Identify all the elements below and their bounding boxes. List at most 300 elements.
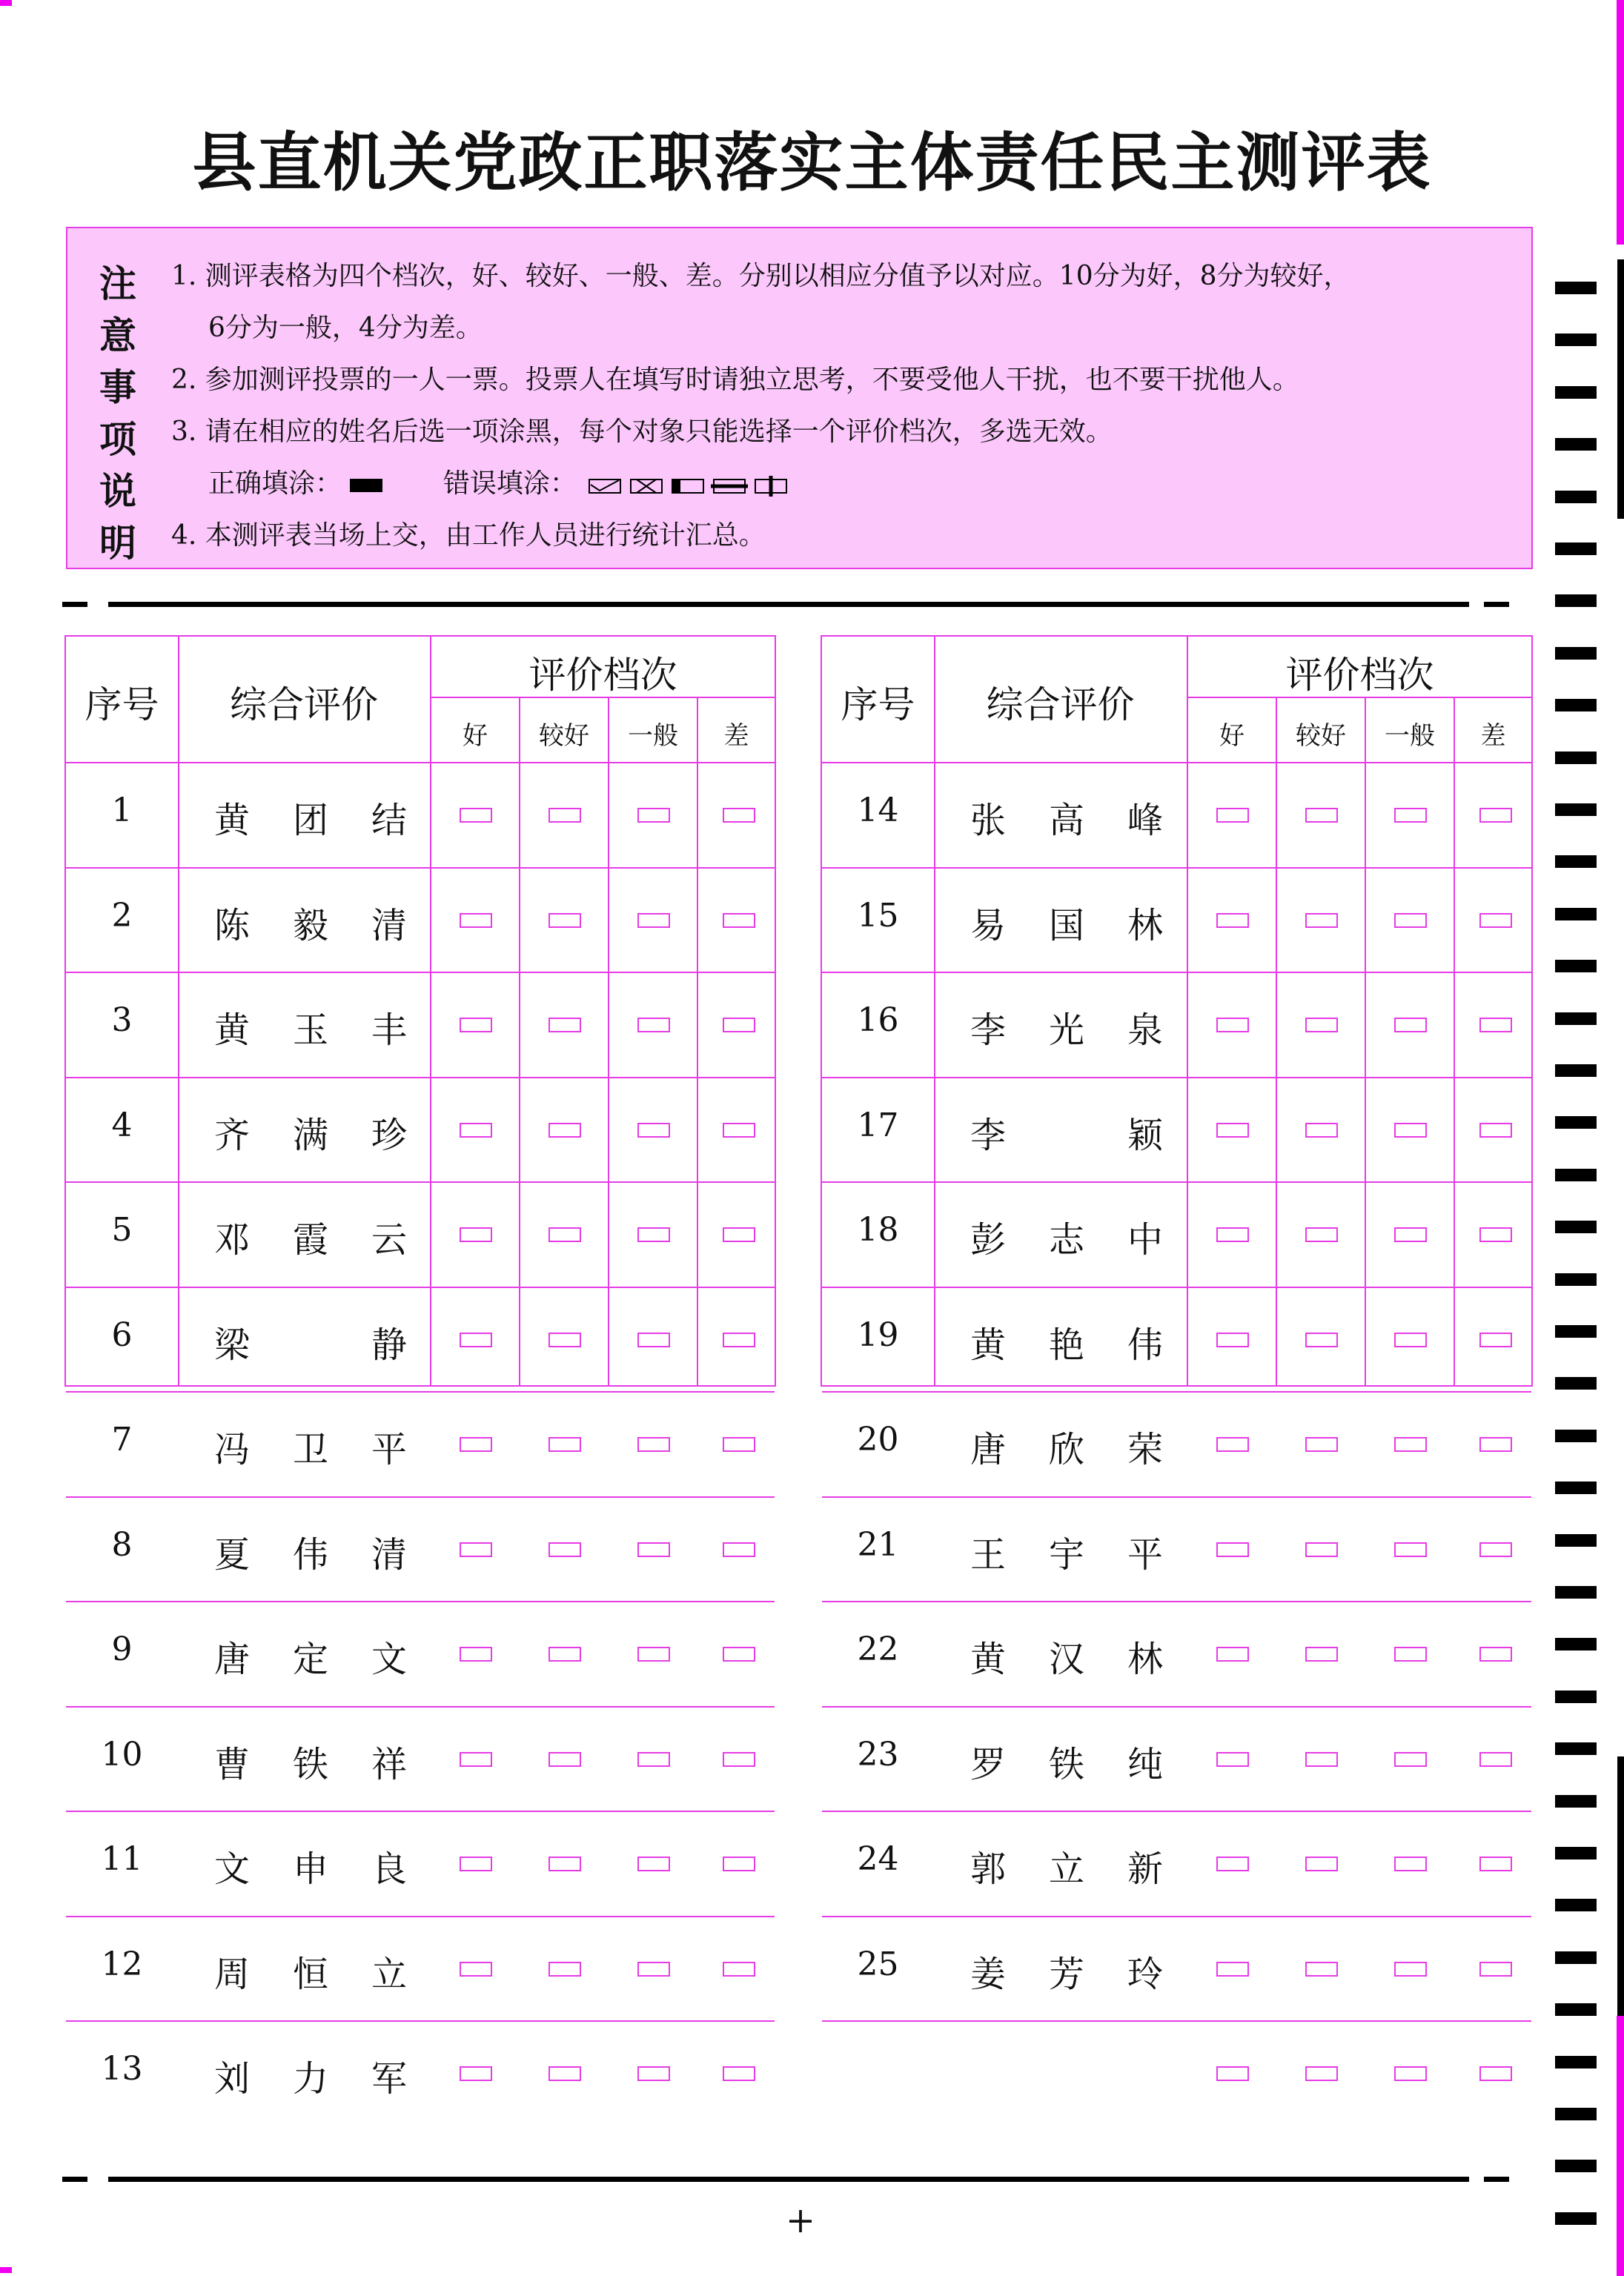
notice-label: [96, 258, 140, 569]
rate-poor-box[interactable]: [1479, 1542, 1512, 1557]
rate-fairly-good-box[interactable]: [1305, 1018, 1338, 1032]
row-number: 9: [111, 1630, 133, 1668]
rate-fairly-good-box[interactable]: [1305, 1647, 1338, 1662]
timing-mark: [1555, 1430, 1597, 1442]
candidate-name: [214, 1001, 407, 1052]
candidate-name: [214, 1736, 407, 1787]
timing-mark: [1555, 908, 1597, 920]
row-number: 19: [857, 1315, 899, 1354]
name-char: 纯: [1127, 1743, 1163, 1785]
row-number: 14: [857, 792, 899, 829]
rate-fairly-good-box[interactable]: [548, 1857, 581, 1871]
timing-mark: [1555, 1691, 1597, 1703]
name-char: 黄: [214, 1009, 251, 1051]
row-number: 2: [111, 896, 133, 935]
rate-fairly-good-box[interactable]: [1305, 1962, 1338, 1977]
rate-average-box[interactable]: [637, 1333, 670, 1347]
rate-poor-box[interactable]: [1479, 1018, 1512, 1032]
notice-label-char: 明: [99, 522, 136, 565]
rate-average-box[interactable]: [637, 1752, 670, 1767]
row-divider: [66, 867, 775, 869]
grade-header-fairly-good: 较好: [539, 721, 589, 751]
name-char: 静: [371, 1324, 407, 1366]
rate-average-box[interactable]: [1394, 1227, 1427, 1242]
name-char: 良: [371, 1848, 407, 1890]
rate-poor-box[interactable]: [1479, 1123, 1512, 1138]
timing-mark: [1555, 1169, 1597, 1181]
rate-good-box[interactable]: [460, 1647, 492, 1662]
rate-poor-box[interactable]: [723, 1333, 755, 1347]
timing-mark: [1555, 647, 1597, 660]
row-divider: [66, 2020, 775, 2022]
rate-fairly-good-box[interactable]: [548, 1962, 581, 1977]
rate-average-box[interactable]: [1394, 913, 1427, 928]
row-number: 17: [857, 1106, 899, 1144]
name-char: 刘: [214, 2058, 251, 2100]
row-number: 5: [111, 1211, 133, 1249]
grid-line: [178, 637, 179, 1385]
edge-strip-magenta: [1617, 2016, 1624, 2276]
rate-poor-box[interactable]: [723, 1647, 755, 1662]
name-char: 申: [292, 1848, 328, 1890]
rate-fairly-good-box[interactable]: [548, 1123, 581, 1138]
table-right: [821, 635, 1533, 1995]
name-char: 邓: [214, 1219, 251, 1261]
candidate-name: [970, 1001, 1163, 1052]
rate-good-box[interactable]: [1216, 1123, 1249, 1138]
name-char: 力: [292, 2058, 328, 2100]
row-number: 22: [857, 1630, 899, 1668]
rate-poor-box[interactable]: [723, 1123, 755, 1138]
rate-good-box[interactable]: [1216, 1857, 1249, 1871]
rate-average-box[interactable]: [637, 913, 670, 928]
rate-poor-box[interactable]: [1479, 1962, 1512, 1977]
name-char: 唐: [214, 1639, 251, 1680]
rate-average-box[interactable]: [637, 1857, 670, 1871]
rate-fairly-good-box[interactable]: [548, 1542, 581, 1557]
rate-poor-box[interactable]: [723, 2066, 755, 2081]
rate-average-box[interactable]: [1394, 1123, 1427, 1138]
row-number: 21: [857, 1525, 899, 1564]
name-char: 罗: [970, 1743, 1007, 1785]
rate-good-box[interactable]: [1216, 1647, 1249, 1662]
rate-average-box[interactable]: [637, 2066, 670, 2081]
correct-fill-label: 正确填涂：: [208, 468, 342, 499]
rate-fairly-good-box[interactable]: [1305, 1123, 1338, 1138]
corner-mark: [0, 2267, 12, 2273]
timing-mark: [1555, 1221, 1597, 1233]
rate-fairly-good-box[interactable]: [548, 808, 581, 823]
row-divider: [822, 1496, 1531, 1498]
name-char: 梁: [214, 1324, 251, 1366]
rate-fairly-good-box[interactable]: [1305, 1333, 1338, 1347]
candidate-name: [214, 1526, 407, 1577]
rate-fairly-good-box[interactable]: [1305, 1752, 1338, 1767]
rate-fairly-good-box[interactable]: [1305, 2066, 1338, 2081]
name-char: 姜: [970, 1953, 1007, 1995]
row-divider: [822, 972, 1531, 973]
rate-good-box[interactable]: [1216, 1437, 1249, 1452]
candidate-name: [214, 1945, 407, 1997]
rate-good-box[interactable]: [460, 1752, 492, 1767]
row-divider: [66, 972, 775, 973]
name-char: 汉: [1048, 1639, 1084, 1680]
row-divider: [66, 1181, 775, 1183]
rate-average-box[interactable]: [1394, 2066, 1427, 2081]
rate-good-box[interactable]: [460, 913, 492, 928]
timing-mark: [1555, 960, 1597, 972]
rate-fairly-good-box[interactable]: [1305, 808, 1338, 823]
candidate-name: [214, 1316, 407, 1367]
row-divider: [822, 1916, 1531, 1917]
timing-mark: [1555, 1586, 1597, 1599]
grade-header-fairly-good: 较好: [1296, 721, 1346, 751]
rate-fairly-good-box[interactable]: [548, 2066, 581, 2081]
rate-average-box[interactable]: [1394, 1333, 1427, 1347]
name-char: 欣: [1048, 1429, 1084, 1470]
rate-poor-box[interactable]: [723, 1542, 755, 1557]
name-char: 唐: [970, 1429, 1007, 1470]
notice-item-4: 4. 本测评表当场上交，由工作人员进行统计汇总。: [171, 520, 766, 551]
candidate-name: [970, 1526, 1163, 1577]
row-divider: [822, 1391, 1531, 1393]
rate-poor-box[interactable]: [723, 1018, 755, 1032]
rate-average-box[interactable]: [1394, 808, 1427, 823]
rate-average-box[interactable]: [1394, 1018, 1427, 1032]
row-number: 12: [101, 1945, 143, 1983]
separator-line-bottom: [108, 2177, 1469, 2182]
rate-good-box[interactable]: [1216, 808, 1249, 823]
candidate-name: [970, 1421, 1163, 1472]
candidate-name: [970, 1840, 1163, 1891]
name-char: 光: [1048, 1009, 1084, 1051]
name-char: 陈: [214, 904, 251, 946]
notice-item-2: 2. 参加测评投票的一人一票。投票人在填写时请独立思考，不要受他人干扰，也不要干扰他人。: [171, 365, 1299, 395]
grid-line: [697, 697, 698, 1385]
rate-fairly-good-box[interactable]: [548, 1227, 581, 1242]
timing-mark: [1555, 2108, 1597, 2120]
rate-good-box[interactable]: [1216, 1542, 1249, 1557]
separator-line-top: [108, 602, 1469, 607]
timing-mark: [1555, 1012, 1597, 1025]
name-char: 清: [371, 1533, 407, 1576]
rate-poor-box[interactable]: [1479, 1647, 1512, 1662]
rate-good-box[interactable]: [1216, 913, 1249, 928]
rate-fairly-good-box[interactable]: [1305, 1227, 1338, 1242]
name-char: 伟: [1127, 1324, 1163, 1366]
grid-line: [1365, 697, 1366, 1385]
timing-mark: [1555, 2003, 1597, 2016]
grid-line: [608, 697, 609, 1385]
rate-good-box[interactable]: [460, 1542, 492, 1557]
name-char: 峰: [1127, 800, 1163, 841]
timing-mark: [1555, 1325, 1597, 1338]
name-char: 云: [371, 1219, 407, 1261]
name-char: [291, 1316, 330, 1367]
grid-line: [1276, 697, 1277, 1385]
timing-mark: [1555, 803, 1597, 816]
candidate-name: [970, 1736, 1163, 1787]
row-divider: [66, 1496, 775, 1498]
col-header-name: 综合评价: [230, 683, 378, 726]
rate-average-box[interactable]: [1394, 1542, 1427, 1557]
rate-good-box[interactable]: [460, 1962, 492, 1977]
row-number: 18: [857, 1211, 899, 1249]
candidate-name: [970, 897, 1163, 948]
notice-panel: [66, 227, 1533, 569]
name-char: 彭: [970, 1219, 1007, 1261]
rate-fairly-good-box[interactable]: [1305, 913, 1338, 928]
rate-average-box[interactable]: [1394, 1437, 1427, 1452]
rate-poor-box[interactable]: [723, 913, 755, 928]
rate-average-box[interactable]: [637, 1018, 670, 1032]
row-divider: [66, 1811, 775, 1812]
timing-mark: [1555, 594, 1597, 607]
row-divider: [66, 1077, 775, 1078]
row-number: 13: [101, 2050, 143, 2088]
col-header-grade: 评价档次: [528, 654, 677, 697]
rate-average-box[interactable]: [1394, 1647, 1427, 1662]
rate-good-box[interactable]: [460, 1227, 492, 1242]
rate-good-box[interactable]: [1216, 1752, 1249, 1767]
name-char: 丰: [371, 1009, 407, 1051]
name-char: 结: [371, 800, 407, 841]
name-char: 齐: [214, 1114, 251, 1156]
rate-poor-box[interactable]: [1479, 2066, 1512, 2081]
name-char: 平: [371, 1429, 407, 1470]
rate-good-box[interactable]: [460, 2066, 492, 2081]
name-char: 夏: [214, 1533, 251, 1576]
rate-fairly-good-box[interactable]: [1305, 1857, 1338, 1871]
rate-fairly-good-box[interactable]: [1305, 1437, 1338, 1452]
rate-poor-box[interactable]: [723, 808, 755, 823]
timing-mark: [1555, 386, 1597, 399]
rate-poor-box[interactable]: [723, 1227, 755, 1242]
rate-good-box[interactable]: [460, 1123, 492, 1138]
timing-mark: [1555, 752, 1597, 764]
name-char: 伟: [292, 1533, 328, 1576]
name-char: 李: [970, 1114, 1007, 1156]
table-left: [64, 635, 776, 2100]
notice-label-char: 说: [99, 470, 136, 513]
name-char: 王: [970, 1533, 1007, 1576]
row-divider: [822, 1706, 1531, 1708]
name-char: 李: [970, 1009, 1007, 1051]
wrong-fill-examples: [585, 474, 807, 497]
candidate-name: [970, 792, 1163, 843]
rate-fairly-good-box[interactable]: [548, 1437, 581, 1452]
rate-good-box[interactable]: [1216, 1333, 1249, 1347]
notice-item-3: 3. 请在相应的姓名后选一项涂黑，每个对象只能选择一个评价档次，多选无效。: [171, 417, 1113, 447]
separator-dash: [62, 602, 87, 607]
rate-poor-box[interactable]: [1479, 1857, 1512, 1871]
name-char: 国: [1048, 904, 1084, 946]
candidate-name: [214, 1211, 407, 1262]
row-number: 24: [857, 1840, 899, 1878]
row-divider: [822, 2020, 1531, 2022]
timing-mark: [1555, 2160, 1597, 2172]
row-number: 10: [101, 1735, 143, 1774]
timing-mark: [1555, 1116, 1597, 1129]
row-number: 20: [857, 1421, 899, 1459]
timing-mark: [1555, 334, 1597, 346]
name-char: 文: [371, 1639, 407, 1680]
col-header-index: 序号: [84, 683, 159, 726]
rate-average-box[interactable]: [637, 1542, 670, 1557]
row-divider: [66, 1601, 775, 1602]
name-char: 新: [1127, 1848, 1163, 1890]
name-char: 泉: [1127, 1009, 1163, 1051]
page-title: 县直机关党政正职落实主体责任民主测评表: [192, 125, 1432, 200]
rate-good-box[interactable]: [460, 1333, 492, 1347]
fill-example-line: [208, 462, 807, 500]
name-char: 毅: [292, 904, 328, 946]
name-char: 平: [1127, 1533, 1163, 1576]
candidate-name: [970, 1945, 1163, 1997]
timing-mark: [1555, 1534, 1597, 1547]
name-char: 荣: [1127, 1429, 1163, 1470]
candidate-name: [214, 897, 407, 948]
name-char: 张: [970, 800, 1007, 841]
row-divider: [822, 1077, 1531, 1078]
rate-good-box[interactable]: [460, 1857, 492, 1871]
rate-average-box[interactable]: [1394, 1962, 1427, 1977]
rate-poor-box[interactable]: [723, 1437, 755, 1452]
rate-poor-box[interactable]: [1479, 808, 1512, 823]
edge-strip: [1617, 1756, 1624, 2016]
rate-fairly-good-box[interactable]: [548, 913, 581, 928]
rate-poor-box[interactable]: [723, 1752, 755, 1767]
name-char: 林: [1127, 1639, 1163, 1680]
timing-mark: [1555, 1899, 1597, 1911]
timing-mark: [1555, 855, 1597, 868]
timing-mark: [1555, 1795, 1597, 1808]
rate-poor-box[interactable]: [1479, 913, 1512, 928]
name-char: [1047, 1107, 1086, 1158]
timing-mark: [1555, 491, 1597, 503]
rate-good-box[interactable]: [1216, 1227, 1249, 1242]
name-char: 郭: [970, 1848, 1007, 1890]
row-number: 23: [857, 1735, 899, 1774]
name-char: 志: [1048, 1219, 1084, 1261]
name-char: 宇: [1048, 1533, 1084, 1576]
name-char: 卫: [292, 1429, 328, 1470]
rate-average-box[interactable]: [637, 1437, 670, 1452]
rate-average-box[interactable]: [1394, 1752, 1427, 1767]
rate-poor-box[interactable]: [1479, 1333, 1512, 1347]
candidate-name: [214, 1107, 407, 1158]
name-char: 立: [371, 1953, 407, 1995]
timing-mark: [1555, 699, 1597, 711]
timing-mark: [1555, 1847, 1597, 1859]
rate-good-box[interactable]: [1216, 2066, 1249, 2081]
name-char: 铁: [1048, 1743, 1084, 1785]
rate-fairly-good-box[interactable]: [1305, 1542, 1338, 1557]
row-divider: [822, 1181, 1531, 1183]
rate-fairly-good-box[interactable]: [548, 1333, 581, 1347]
rate-poor-box[interactable]: [723, 1857, 755, 1871]
separator-dash: [1484, 602, 1509, 607]
rate-good-box[interactable]: [460, 808, 492, 823]
rate-fairly-good-box[interactable]: [548, 1647, 581, 1662]
row-number: 25: [857, 1945, 899, 1983]
rate-poor-box[interactable]: [1479, 1752, 1512, 1767]
rate-average-box[interactable]: [1394, 1857, 1427, 1871]
name-char: 文: [214, 1848, 251, 1890]
name-char: 黄: [970, 1324, 1007, 1366]
row-divider: [66, 1391, 775, 1393]
row-divider: [66, 762, 775, 763]
rate-average-box[interactable]: [637, 808, 670, 823]
timing-mark: [1555, 1482, 1597, 1494]
name-char: 冯: [214, 1429, 251, 1470]
name-char: 玲: [1127, 1953, 1163, 1995]
rate-poor-box[interactable]: [723, 1962, 755, 1977]
row-divider: [822, 1811, 1531, 1812]
row-divider: [66, 1916, 775, 1917]
candidate-name: [970, 1107, 1163, 1158]
rate-poor-box[interactable]: [1479, 1437, 1512, 1452]
rate-average-box[interactable]: [637, 1123, 670, 1138]
name-char: 清: [371, 904, 407, 946]
registration-mark: +: [785, 2200, 816, 2241]
separator-dash: [1484, 2177, 1509, 2182]
timing-mark: [1555, 1064, 1597, 1077]
timing-mark: [1555, 1742, 1597, 1755]
timing-mark: [1555, 1638, 1597, 1650]
timing-mark: [1555, 2056, 1597, 2068]
row-number: 15: [857, 896, 899, 935]
grade-header-good: 好: [1219, 721, 1244, 751]
rate-average-box[interactable]: [637, 1227, 670, 1242]
rate-good-box[interactable]: [1216, 1962, 1249, 1977]
grid-line: [934, 637, 935, 1385]
rate-good-box[interactable]: [460, 1018, 492, 1032]
name-char: 立: [1048, 1848, 1084, 1890]
separator-dash: [62, 2177, 87, 2182]
rate-average-box[interactable]: [637, 1647, 670, 1662]
rate-fairly-good-box[interactable]: [548, 1752, 581, 1767]
name-char: 林: [1127, 904, 1163, 946]
name-char: 颖: [1127, 1114, 1163, 1156]
name-char: 艳: [1048, 1324, 1084, 1366]
row-divider: [822, 1287, 1531, 1288]
rate-good-box[interactable]: [1216, 1018, 1249, 1032]
corner-mark: [0, 0, 12, 6]
row-number: 8: [111, 1525, 133, 1564]
row-divider: [66, 1706, 775, 1708]
notice-label-char: 注: [99, 262, 136, 305]
row-number: 1: [111, 792, 133, 829]
row-number: 11: [101, 1840, 143, 1878]
rate-good-box[interactable]: [460, 1437, 492, 1452]
rate-average-box[interactable]: [637, 1962, 670, 1977]
candidate-name: [214, 1840, 407, 1891]
row-number: 3: [111, 1001, 133, 1039]
candidate-name: [214, 1630, 407, 1682]
col-header-index: 序号: [841, 683, 915, 726]
name-char: 高: [1048, 800, 1084, 841]
rate-poor-box[interactable]: [1479, 1227, 1512, 1242]
row-number: 16: [857, 1001, 899, 1039]
grid-line: [519, 697, 520, 1385]
col-header-grade: 评价档次: [1285, 654, 1434, 697]
notice-label-char: 事: [99, 366, 136, 409]
rate-fairly-good-box[interactable]: [548, 1018, 581, 1032]
row-divider: [66, 1287, 775, 1288]
name-char: 周: [214, 1953, 251, 1995]
candidate-name: [214, 1421, 407, 1472]
